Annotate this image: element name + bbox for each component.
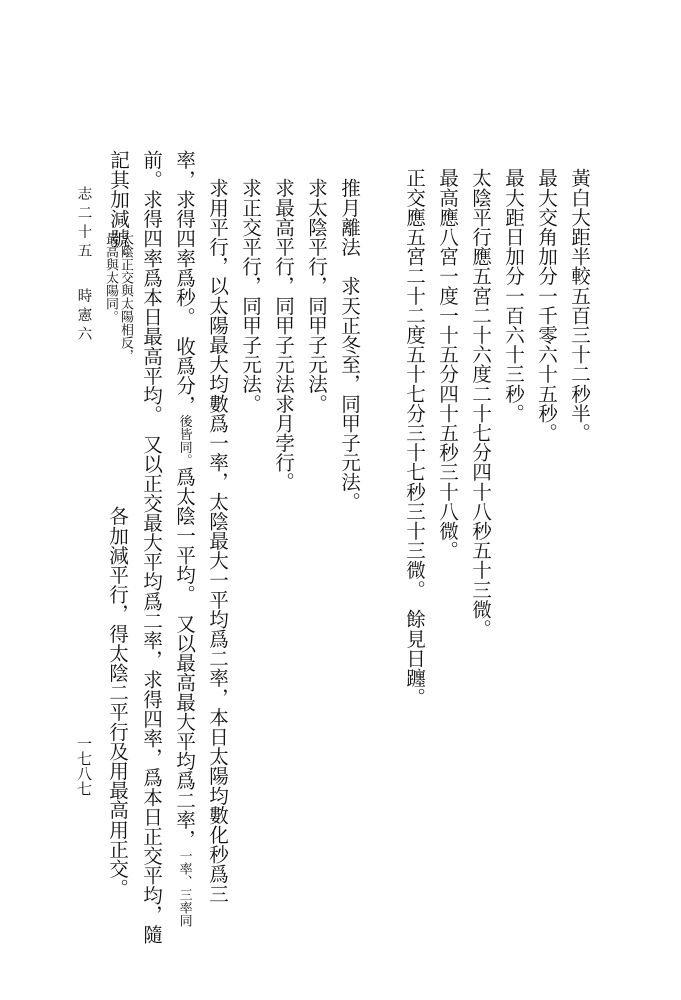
line14-text: 記其加減號。 (106, 150, 130, 268)
annotation-note-part-1: 太陰正交與太陽相反， (118, 232, 133, 362)
text-line-5: 最高應八宮一度一十五分四十五秒三十八微。 (435, 168, 459, 560)
section-heading-lunar-motion: 推月離法 求天正冬至，同甲子元法。 (337, 178, 361, 512)
text-line-15: 各加減平行，得太陰二平行及用最高用正交。 (105, 506, 129, 898)
text-line-8: 求太陰平行，同甲子元法。 (304, 178, 328, 414)
text-line-3: 最大距日加分一百六十三秒。 (501, 168, 525, 423)
text-line-1: 黃白大距半較五百三十二秒半。 (567, 168, 591, 443)
running-header-volume: 志 二 十 五 (75, 186, 92, 258)
line12-text: 求得四率爲本日最高平均。 又以正交最大平均爲二率，求得四率，爲本日正交平均，隨 (139, 189, 163, 944)
line11-continuation: 率， (172, 150, 196, 190)
line11-text-2: 爲太陰一平均。 又以最高最大平均爲二率， (172, 466, 196, 849)
page-number: 一七八七 (75, 736, 93, 796)
text-line-6: 正交應五宮二十二度五十七分三十七秒三十三微。 餘見日躔。 (402, 168, 426, 707)
text-line-4: 太陰平行應五宮二十六度二十七分四十八秒五十三微。 (468, 168, 492, 639)
line11-text: 求得四率爲秒。 收爲分， (172, 189, 196, 415)
text-line-2: 最大交角加分一千零六十五秒。 (534, 168, 558, 443)
text-line-12 (174, 150, 194, 927)
annotation-note-part-2: 最高與太陽同。 (103, 232, 118, 323)
running-header-chapter: 時 憲 六 (75, 288, 92, 341)
text-line-11: 求用平行，以太陽最大均數爲一率，太陰最大一平均爲二率，本日太陽均數化秒爲三 (205, 178, 229, 904)
line12-continuation: 前。 (139, 150, 163, 190)
line11-note: 後皆同。 (176, 414, 192, 467)
text-line-13 (141, 150, 161, 944)
text-line-10: 求正交平行，同甲子元法。 (238, 178, 262, 414)
line11-note-2: 一率、三率同 (176, 848, 192, 927)
text-line-9: 求最高平行，同甲子元法求月孛行。 (271, 178, 295, 492)
